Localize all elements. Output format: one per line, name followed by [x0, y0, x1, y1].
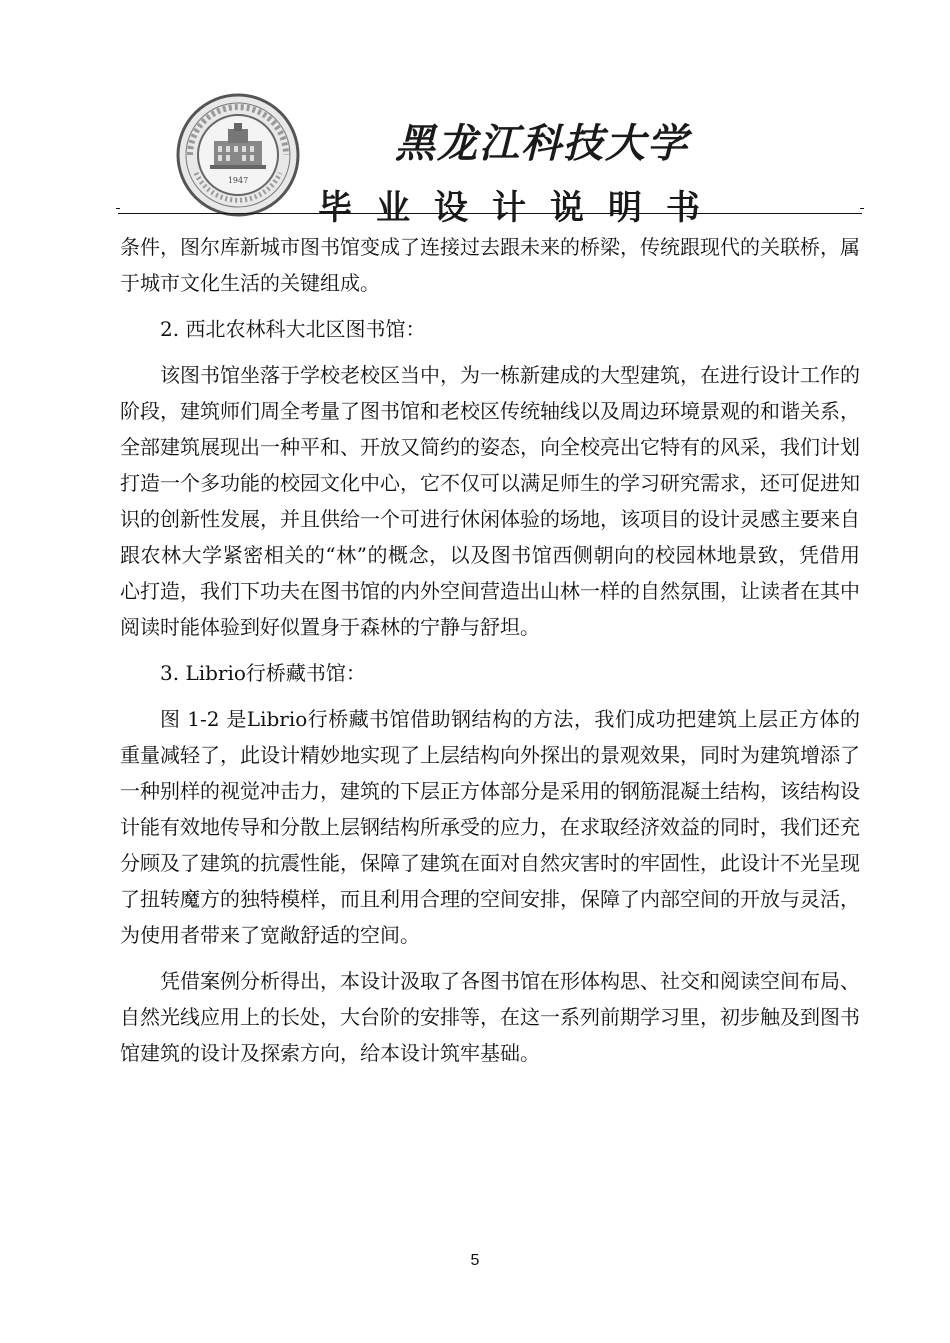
section-heading-3: 3. Librio行桥藏书馆： — [160, 661, 366, 685]
document-title: 毕业设计说明书 — [318, 188, 724, 228]
header-divider — [118, 213, 862, 214]
header-rule-tick-left — [116, 208, 120, 209]
paragraph-2: 该图书馆坐落于学校老校区当中，为一栋新建成的大型建筑，在进行设计工作的阶段，建筑师们周全考量了图书馆和老校区传统轴线以及周边环境景观的和谐关系，全部建筑展现出一种平和、开放又简约的姿态，向全校亮出它特有的风采，我们计划打造一个多功能的校园文化中心，它不仅可以满足师生的学习研究需求，还可促进知识的创新性发展，并且供给一个可进行休闲体验的场地，该项目的设计灵感主要来自跟农林大学紧密相关的“林”的概念，以及图书馆西侧朝向的校园林地景致，凭借用心打造，我们下功夫在图书馆的内外空间营造出山林一样的自然氛围，让读者在其中阅读时能体验到好似置身于森林的宁静与舒坦。 — [120, 363, 860, 639]
section-heading-2: 2. 西北农林科大北区图书馆： — [160, 317, 426, 341]
university-seal-logo — [176, 93, 300, 217]
header-rule-tick-right — [860, 208, 864, 209]
svg-text:1947: 1947 — [227, 176, 249, 185]
body-text — [120, 229, 860, 1071]
paragraph-3: 图 1-2 是Librio行桥藏书馆借助钢结构的方法，我们成功把建筑上层正方体的重量减轻了，此设计精妙地实现了上层结构向外探出的景观效果，同时为建筑增添了一种别样的视觉冲击力，建筑的下层正方体部分是采用的钢筋混凝土结构，该结构设计能有效地传导和分散上层钢结构所承受的应力，在求取经济效益的同时，我们还充分顾及了建筑的抗震性能，保障了建筑在面对自然灾害时的牢固性，此设计不光呈现了扭转魔方的独特模样，而且利用合理的空间安排，保障了内部空间的开放与灵活，为使用者带来了宽敞舒适的空间。 — [120, 707, 860, 947]
paragraph-4: 凭借案例分析得出，本设计汲取了各图书馆在形体构思、社交和阅读空间布局、自然光线应用上的长处，大台阶的安排等，在这一系列前期学习里，初步触及到图书馆建筑的设计及探索方向，给本设计筑牢基础。 — [120, 969, 860, 1065]
page-number: 5 — [470, 1252, 480, 1269]
page-header — [0, 0, 950, 230]
university-name: 黑龙江科技大学 — [395, 120, 689, 167]
paragraph-1: 条件，图尔库新城市图书馆变成了连接过去跟未来的桥梁，传统跟现代的关联桥，属于城市文化生活的关键组成。 — [120, 235, 860, 295]
